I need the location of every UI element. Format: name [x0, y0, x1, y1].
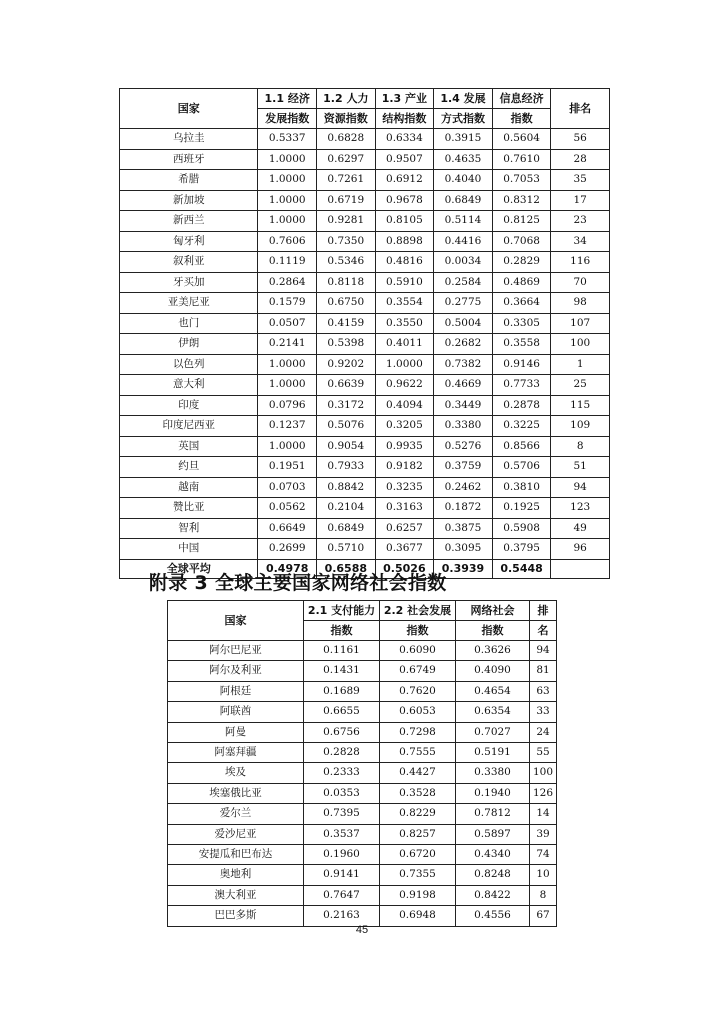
value-cell: 0.0562 — [258, 498, 317, 519]
value-cell: 0.1925 — [492, 498, 551, 519]
value-cell: 0.8105 — [375, 211, 434, 232]
header-country: 国家 — [120, 89, 258, 129]
country-cell: 阿塞拜疆 — [168, 743, 304, 763]
value-cell: 0.4869 — [492, 272, 551, 293]
header-rank-top: 排 — [530, 601, 557, 621]
country-cell: 印度尼西亚 — [120, 416, 258, 437]
value-cell: 0.7620 — [380, 681, 456, 701]
table-row — [168, 702, 557, 722]
value-cell: 0.3235 — [375, 477, 434, 498]
table-row — [168, 783, 557, 803]
header-industry-structure-sub: 结构指数 — [375, 109, 434, 129]
table-row — [168, 743, 557, 763]
country-cell: 澳大利亚 — [168, 885, 304, 905]
average-value-cell: 0.6588 — [317, 559, 376, 578]
value-cell: 0.0034 — [434, 252, 493, 273]
network-society-index-table — [167, 600, 557, 927]
value-cell: 0.9507 — [375, 149, 434, 170]
country-cell: 爱沙尼亚 — [168, 824, 304, 844]
value-cell: 0.1237 — [258, 416, 317, 437]
value-cell: 1.0000 — [258, 375, 317, 396]
value-cell: 0.4090 — [456, 661, 530, 681]
country-cell: 安提瓜和巴布达 — [168, 845, 304, 865]
table-header-row — [120, 89, 610, 109]
value-cell: 0.7395 — [304, 804, 380, 824]
value-cell: 0.0507 — [258, 313, 317, 334]
value-cell: 0.4040 — [434, 170, 493, 191]
value-cell: 0.7733 — [492, 375, 551, 396]
value-cell: 0.4669 — [434, 375, 493, 396]
value-cell: 67 — [530, 906, 557, 926]
header-development-mode: 1.4 发展 — [434, 89, 493, 109]
value-cell: 70 — [551, 272, 610, 293]
value-cell: 0.7355 — [380, 865, 456, 885]
table-row — [120, 190, 610, 211]
average-value-cell — [551, 559, 610, 578]
value-cell: 0.3225 — [492, 416, 551, 437]
header-economic-development: 1.1 经济 — [258, 89, 317, 109]
value-cell: 0.5706 — [492, 457, 551, 478]
table-row — [168, 641, 557, 661]
value-cell: 0.7053 — [492, 170, 551, 191]
value-cell: 0.9935 — [375, 436, 434, 457]
value-cell: 115 — [551, 395, 610, 416]
value-cell: 0.3172 — [317, 395, 376, 416]
table-row — [120, 313, 610, 334]
value-cell: 0.8118 — [317, 272, 376, 293]
value-cell: 0.0703 — [258, 477, 317, 498]
value-cell: 0.1579 — [258, 293, 317, 314]
value-cell: 0.5910 — [375, 272, 434, 293]
value-cell: 0.1689 — [304, 681, 380, 701]
table-row — [120, 457, 610, 478]
table-row — [120, 129, 610, 150]
country-cell: 叙利亚 — [120, 252, 258, 273]
value-cell: 0.4416 — [434, 231, 493, 252]
value-cell: 0.2878 — [492, 395, 551, 416]
value-cell: 0.6257 — [375, 518, 434, 539]
network-society-index-table-body — [168, 641, 557, 927]
value-cell: 0.8312 — [492, 190, 551, 211]
value-cell: 0.9622 — [375, 375, 434, 396]
value-cell: 0.6334 — [375, 129, 434, 150]
value-cell: 0.6719 — [317, 190, 376, 211]
value-cell: 0.6948 — [380, 906, 456, 926]
value-cell: 107 — [551, 313, 610, 334]
value-cell: 0.1431 — [304, 661, 380, 681]
header-rank-bottom: 名 — [530, 621, 557, 641]
value-cell: 0.9141 — [304, 865, 380, 885]
value-cell: 0.3810 — [492, 477, 551, 498]
value-cell: 0.4011 — [375, 334, 434, 355]
appendix-heading: 附录 3 全球主要国家网络社会指数 — [149, 572, 447, 594]
value-cell: 0.3380 — [434, 416, 493, 437]
value-cell: 0.3554 — [375, 293, 434, 314]
value-cell: 0.1951 — [258, 457, 317, 478]
country-cell: 阿尔巴尼亚 — [168, 641, 304, 661]
value-cell: 0.3163 — [375, 498, 434, 519]
value-cell: 1.0000 — [375, 354, 434, 375]
country-cell: 印度 — [120, 395, 258, 416]
table-row — [120, 375, 610, 396]
value-cell: 0.4340 — [456, 845, 530, 865]
value-cell: 0.9281 — [317, 211, 376, 232]
value-cell: 0.2682 — [434, 334, 493, 355]
value-cell: 0.0796 — [258, 395, 317, 416]
value-cell: 0.2828 — [304, 743, 380, 763]
value-cell: 0.2829 — [492, 252, 551, 273]
economy-index-table-body — [120, 129, 610, 560]
country-cell: 越南 — [120, 477, 258, 498]
value-cell: 17 — [551, 190, 610, 211]
value-cell: 0.9054 — [317, 436, 376, 457]
table-row — [120, 231, 610, 252]
value-cell: 0.6750 — [317, 293, 376, 314]
value-cell: 0.8125 — [492, 211, 551, 232]
value-cell: 74 — [530, 845, 557, 865]
header-human-resources-sub: 资源指数 — [317, 109, 376, 129]
country-cell: 新加坡 — [120, 190, 258, 211]
value-cell: 0.5004 — [434, 313, 493, 334]
average-value-cell: 0.4978 — [258, 559, 317, 578]
value-cell: 14 — [530, 804, 557, 824]
country-cell: 亚美尼亚 — [120, 293, 258, 314]
country-cell: 阿曼 — [168, 722, 304, 742]
table-row — [120, 170, 610, 191]
value-cell: 28 — [551, 149, 610, 170]
value-cell: 0.6720 — [380, 845, 456, 865]
table-row — [168, 865, 557, 885]
header-human-resources: 1.2 人力 — [317, 89, 376, 109]
country-cell: 中国 — [120, 539, 258, 560]
value-cell: 0.6655 — [304, 702, 380, 722]
value-cell: 0.4427 — [380, 763, 456, 783]
value-cell: 0.3795 — [492, 539, 551, 560]
value-cell: 0.7382 — [434, 354, 493, 375]
value-cell: 0.9202 — [317, 354, 376, 375]
value-cell: 100 — [530, 763, 557, 783]
value-cell: 0.6756 — [304, 722, 380, 742]
value-cell: 0.3380 — [456, 763, 530, 783]
value-cell: 1 — [551, 354, 610, 375]
value-cell: 56 — [551, 129, 610, 150]
value-cell: 0.3537 — [304, 824, 380, 844]
value-cell: 0.2864 — [258, 272, 317, 293]
country-cell: 以色列 — [120, 354, 258, 375]
value-cell: 0.3305 — [492, 313, 551, 334]
value-cell: 0.6354 — [456, 702, 530, 722]
value-cell: 33 — [530, 702, 557, 722]
value-cell: 0.4159 — [317, 313, 376, 334]
country-cell: 意大利 — [120, 375, 258, 396]
table-row — [120, 252, 610, 273]
value-cell: 0.3875 — [434, 518, 493, 539]
value-cell: 51 — [551, 457, 610, 478]
value-cell: 1.0000 — [258, 354, 317, 375]
value-cell: 0.2333 — [304, 763, 380, 783]
value-cell: 0.3915 — [434, 129, 493, 150]
value-cell: 1.0000 — [258, 436, 317, 457]
value-cell: 0.8229 — [380, 804, 456, 824]
value-cell: 94 — [551, 477, 610, 498]
value-cell: 0.2699 — [258, 539, 317, 560]
value-cell: 0.4094 — [375, 395, 434, 416]
country-cell: 也门 — [120, 313, 258, 334]
value-cell: 8 — [551, 436, 610, 457]
value-cell: 0.8422 — [456, 885, 530, 905]
value-cell: 0.8842 — [317, 477, 376, 498]
table-row — [168, 763, 557, 783]
header-industry-structure: 1.3 产业 — [375, 89, 434, 109]
value-cell: 126 — [530, 783, 557, 803]
value-cell: 23 — [551, 211, 610, 232]
value-cell: 0.5337 — [258, 129, 317, 150]
header-information-economy-sub: 指数 — [492, 109, 551, 129]
table-row — [168, 824, 557, 844]
value-cell: 24 — [530, 722, 557, 742]
value-cell: 0.6912 — [375, 170, 434, 191]
value-cell: 0.3449 — [434, 395, 493, 416]
value-cell: 0.3626 — [456, 641, 530, 661]
value-cell: 0.6639 — [317, 375, 376, 396]
table-row — [120, 272, 610, 293]
header-development-mode-sub: 方式指数 — [434, 109, 493, 129]
value-cell: 0.7610 — [492, 149, 551, 170]
value-cell: 1.0000 — [258, 211, 317, 232]
value-cell: 0.4654 — [456, 681, 530, 701]
value-cell: 0.3528 — [380, 783, 456, 803]
value-cell: 63 — [530, 681, 557, 701]
table-row — [120, 498, 610, 519]
value-cell: 0.7068 — [492, 231, 551, 252]
value-cell: 0.7812 — [456, 804, 530, 824]
value-cell: 8 — [530, 885, 557, 905]
value-cell: 0.3095 — [434, 539, 493, 560]
country-cell: 爱尔兰 — [168, 804, 304, 824]
country-cell: 约旦 — [120, 457, 258, 478]
value-cell: 1.0000 — [258, 149, 317, 170]
value-cell: 100 — [551, 334, 610, 355]
value-cell: 0.1119 — [258, 252, 317, 273]
value-cell: 0.3205 — [375, 416, 434, 437]
value-cell: 0.7027 — [456, 722, 530, 742]
country-cell: 伊朗 — [120, 334, 258, 355]
header-social-development-sub: 指数 — [380, 621, 456, 641]
economy-index-table — [119, 88, 610, 579]
value-cell: 0.4556 — [456, 906, 530, 926]
country-cell: 西班牙 — [120, 149, 258, 170]
table-header-row — [168, 601, 557, 621]
value-cell: 25 — [551, 375, 610, 396]
value-cell: 0.3550 — [375, 313, 434, 334]
value-cell: 0.9198 — [380, 885, 456, 905]
value-cell: 98 — [551, 293, 610, 314]
value-cell: 0.7606 — [258, 231, 317, 252]
country-cell: 阿尔及利亚 — [168, 661, 304, 681]
value-cell: 0.9678 — [375, 190, 434, 211]
value-cell: 39 — [530, 824, 557, 844]
value-cell: 0.5710 — [317, 539, 376, 560]
table-row — [120, 539, 610, 560]
value-cell: 0.5908 — [492, 518, 551, 539]
value-cell: 0.0353 — [304, 783, 380, 803]
country-cell: 英国 — [120, 436, 258, 457]
value-cell: 109 — [551, 416, 610, 437]
table-row — [120, 293, 610, 314]
header-economic-development-sub: 发展指数 — [258, 109, 317, 129]
value-cell: 0.5604 — [492, 129, 551, 150]
value-cell: 0.5897 — [456, 824, 530, 844]
value-cell: 0.2462 — [434, 477, 493, 498]
value-cell: 0.3677 — [375, 539, 434, 560]
page-number: 45 — [355, 924, 369, 936]
value-cell: 0.5346 — [317, 252, 376, 273]
value-cell: 116 — [551, 252, 610, 273]
country-cell: 奥地利 — [168, 865, 304, 885]
value-cell: 0.7647 — [304, 885, 380, 905]
value-cell: 0.8566 — [492, 436, 551, 457]
table-row — [120, 436, 610, 457]
table-row — [168, 804, 557, 824]
table-row — [120, 334, 610, 355]
average-label-cell: 全球平均 — [120, 559, 258, 578]
value-cell: 0.8257 — [380, 824, 456, 844]
table-row — [120, 211, 610, 232]
table-row — [120, 395, 610, 416]
value-cell: 0.6828 — [317, 129, 376, 150]
value-cell: 0.9182 — [375, 457, 434, 478]
value-cell: 81 — [530, 661, 557, 681]
value-cell: 0.3759 — [434, 457, 493, 478]
header-information-economy: 信息经济 — [492, 89, 551, 109]
value-cell: 0.6849 — [434, 190, 493, 211]
value-cell: 0.6749 — [380, 661, 456, 681]
value-cell: 0.2163 — [304, 906, 380, 926]
country-cell: 阿联酋 — [168, 702, 304, 722]
country-cell: 新西兰 — [120, 211, 258, 232]
country-cell: 埃塞俄比亚 — [168, 783, 304, 803]
table-row — [120, 149, 610, 170]
value-cell: 0.7261 — [317, 170, 376, 191]
value-cell: 0.2104 — [317, 498, 376, 519]
value-cell: 0.3558 — [492, 334, 551, 355]
value-cell: 0.6090 — [380, 641, 456, 661]
header-rank: 排名 — [551, 89, 610, 129]
value-cell: 94 — [530, 641, 557, 661]
value-cell: 0.5191 — [456, 743, 530, 763]
table-row — [120, 477, 610, 498]
value-cell: 0.4635 — [434, 149, 493, 170]
value-cell: 0.5398 — [317, 334, 376, 355]
value-cell: 1.0000 — [258, 190, 317, 211]
value-cell: 0.2775 — [434, 293, 493, 314]
value-cell: 0.2584 — [434, 272, 493, 293]
value-cell: 0.4816 — [375, 252, 434, 273]
value-cell: 0.6849 — [317, 518, 376, 539]
table-row — [120, 518, 610, 539]
value-cell: 0.7350 — [317, 231, 376, 252]
country-cell: 智利 — [120, 518, 258, 539]
country-cell: 希腊 — [120, 170, 258, 191]
country-cell: 赞比亚 — [120, 498, 258, 519]
header-network-society: 网络社会 — [456, 601, 530, 621]
value-cell: 123 — [551, 498, 610, 519]
value-cell: 0.3664 — [492, 293, 551, 314]
value-cell: 0.5276 — [434, 436, 493, 457]
header-payment-capacity-sub: 指数 — [304, 621, 380, 641]
header-payment-capacity: 2.1 支付能力 — [304, 601, 380, 621]
table-row — [168, 722, 557, 742]
value-cell: 0.7298 — [380, 722, 456, 742]
table-row — [168, 661, 557, 681]
table-row — [168, 885, 557, 905]
country-cell: 乌拉圭 — [120, 129, 258, 150]
value-cell: 0.1960 — [304, 845, 380, 865]
value-cell: 10 — [530, 865, 557, 885]
average-value-cell: 0.3939 — [434, 559, 493, 578]
value-cell: 35 — [551, 170, 610, 191]
value-cell: 1.0000 — [258, 170, 317, 191]
value-cell: 0.5076 — [317, 416, 376, 437]
value-cell: 0.9146 — [492, 354, 551, 375]
value-cell: 96 — [551, 539, 610, 560]
table-row — [120, 354, 610, 375]
value-cell: 0.6297 — [317, 149, 376, 170]
header-social-development: 2.2 社会发展 — [380, 601, 456, 621]
table-row — [120, 416, 610, 437]
value-cell: 0.8898 — [375, 231, 434, 252]
value-cell: 0.1872 — [434, 498, 493, 519]
average-value-cell: 0.5448 — [492, 559, 551, 578]
country-cell: 埃及 — [168, 763, 304, 783]
value-cell: 0.2141 — [258, 334, 317, 355]
average-value-cell: 0.5026 — [375, 559, 434, 578]
header-network-society-sub: 指数 — [456, 621, 530, 641]
value-cell: 34 — [551, 231, 610, 252]
table-row — [168, 681, 557, 701]
country-cell: 阿根廷 — [168, 681, 304, 701]
value-cell: 0.7933 — [317, 457, 376, 478]
value-cell: 49 — [551, 518, 610, 539]
value-cell: 0.7555 — [380, 743, 456, 763]
value-cell: 0.5114 — [434, 211, 493, 232]
header-country: 国家 — [168, 601, 304, 641]
value-cell: 0.6649 — [258, 518, 317, 539]
value-cell: 0.1161 — [304, 641, 380, 661]
table-row — [168, 845, 557, 865]
country-cell: 牙买加 — [120, 272, 258, 293]
country-cell: 巴巴多斯 — [168, 906, 304, 926]
value-cell: 0.6053 — [380, 702, 456, 722]
country-cell: 匈牙利 — [120, 231, 258, 252]
value-cell: 0.8248 — [456, 865, 530, 885]
value-cell: 0.1940 — [456, 783, 530, 803]
value-cell: 55 — [530, 743, 557, 763]
